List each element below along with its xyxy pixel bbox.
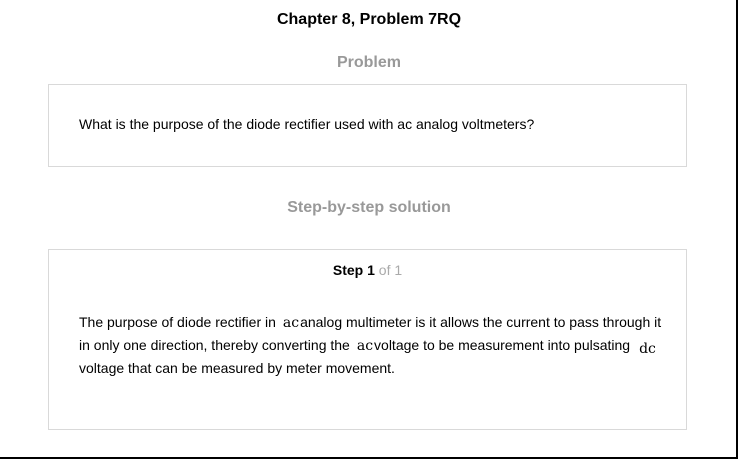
solution-text-part: voltage to be measurement into pulsating	[374, 337, 631, 353]
step-number: 1	[367, 262, 375, 278]
math-ac: ac	[282, 315, 300, 331]
solution-card	[48, 249, 687, 430]
math-ac: ac	[356, 338, 374, 354]
solution-text	[79, 311, 669, 379]
solution-text-part: The purpose of diode rectifier in	[79, 314, 276, 330]
math-dc: dc	[639, 341, 656, 357]
solution-heading: Step-by-step solution	[287, 199, 451, 216]
problem-text: What is the purpose of the diode rectifier used with ac analog voltmeters?	[79, 116, 535, 132]
step-label	[49, 262, 686, 278]
problem-heading: Problem	[336, 54, 401, 71]
solution-text-part: analog multimeter is it allows the current to pass through it in only one direction, thereby converting the	[79, 314, 662, 353]
chapter-title: Chapter 8, Problem 7RQ	[276, 11, 462, 28]
step-total: of 1	[378, 262, 403, 278]
problem-card	[48, 84, 687, 167]
solution-text-part: voltage that can be measured by meter movement.	[79, 360, 395, 376]
step-word: Step	[332, 262, 364, 278]
